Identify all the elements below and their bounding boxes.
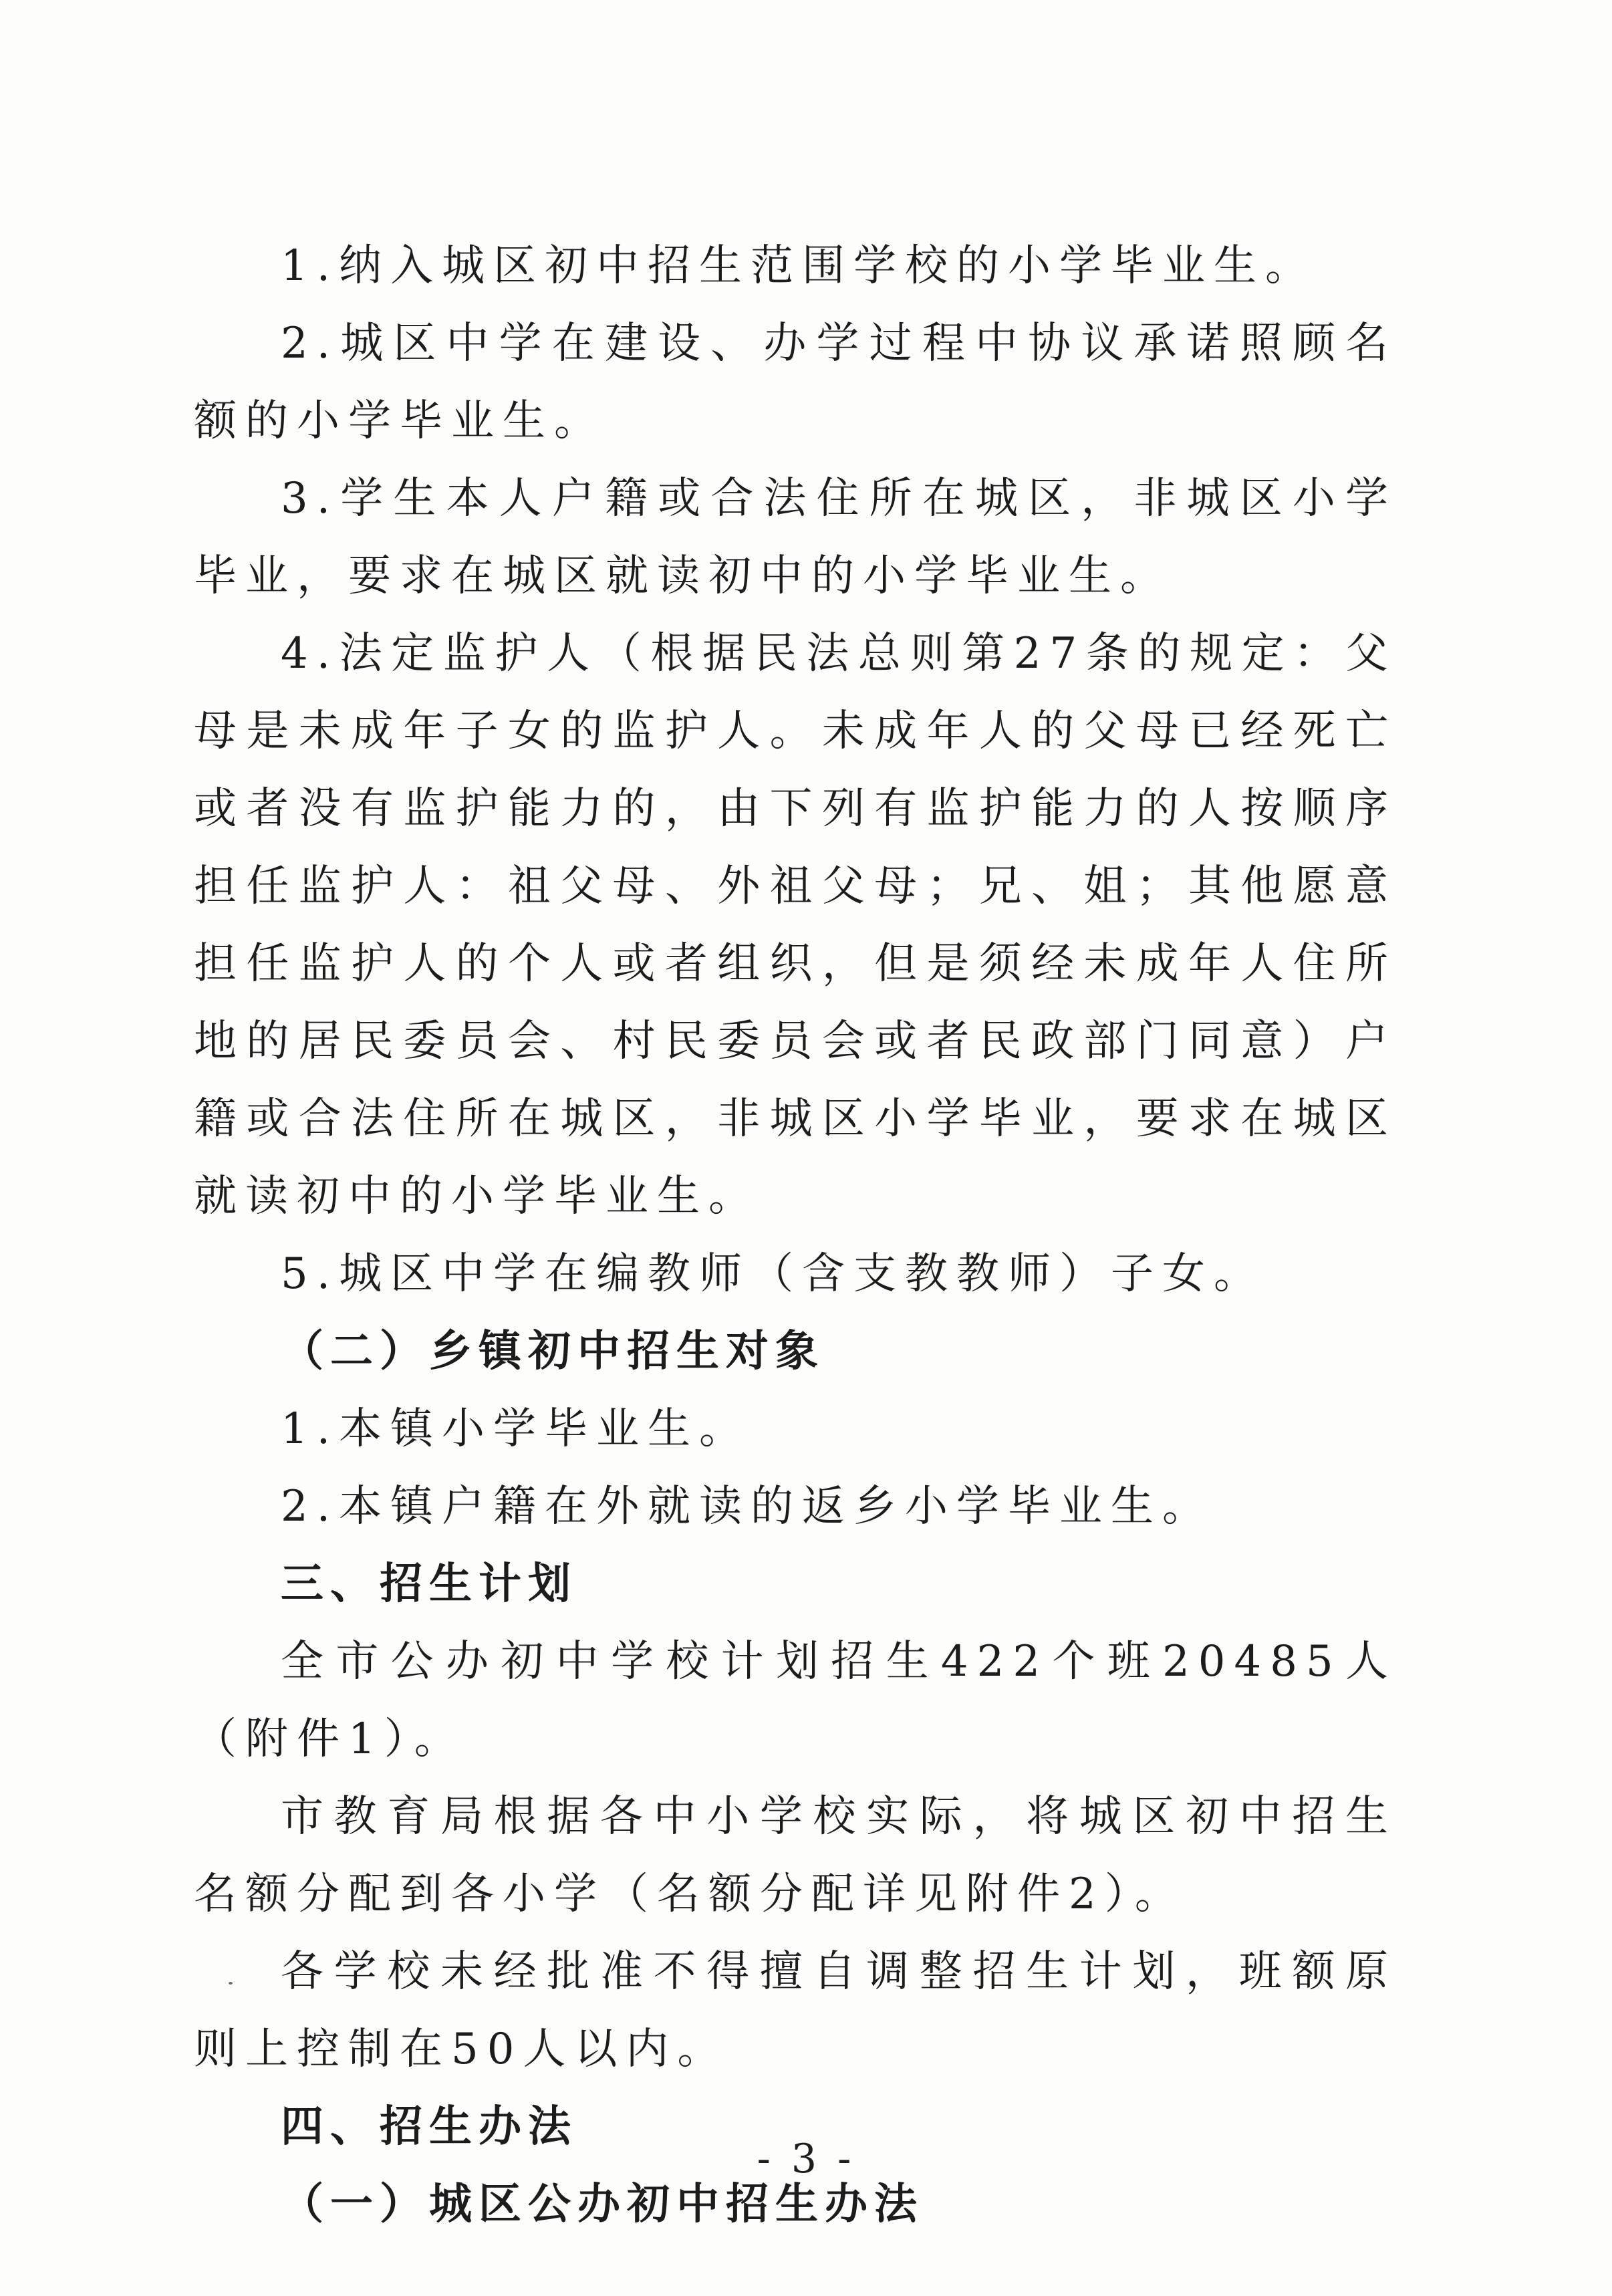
paragraph: 1.本镇小学毕业生。 [281,1404,751,1454]
paragraph: 各学校未经批准不得擅自调整招生计划，班额原则上控制在50人以内。 [194,1947,1397,2074]
page-number: - 3 - [757,2136,855,2182]
section-heading: （一）城区公办初中招生办法 [281,2180,924,2229]
document-body [194,227,1397,2243]
paragraph: 市教育局根据各中小学校实际，将城区初中招生名额分配到各小学（名额分配详见附件2）。 [194,1792,1397,1919]
scan-speck [229,1982,233,1985]
section-heading: （二）乡镇初中招生对象 [281,1327,825,1376]
paragraph: 5.城区中学在编教师（含支教教师）子女。 [281,1249,1266,1299]
paragraph: 3.学生本人户籍或合法住所在城区，非城区小学毕业，要求在城区就读初中的小学毕业生。 [194,474,1397,601]
paragraph: 2.城区中学在建设、办学过程中协议承诺照顾名额的小学毕业生。 [194,319,1397,446]
section-heading: 四、招生办法 [281,2102,577,2152]
paragraph: 全市公办初中学校计划招生422个班20485人（附件1）。 [194,1637,1397,1764]
paragraph: 4.法定监护人（根据民法总则第27条的规定：父母是未成年子女的监护人。未成年人的父母已经死亡或者没有监护能力的，由下列有监护能力的人按顺序担任监护人：祖父母、外祖父母；兄、姐；其他愿意担任监护人的个人或者组织，但是须经未成年人住所地的居民委员会、村民委员会或者民政部门同意）户籍或合法住所在城区，非城区小学毕业，要求在城区就读初中的小学毕业生。 [194,629,1397,1221]
paragraph: 1.纳入城区初中招生范围学校的小学毕业生。 [281,241,1317,291]
paragraph: 2.本镇户籍在外就读的返乡小学毕业生。 [281,1482,1214,1531]
section-heading: 三、招生计划 [281,1559,577,1609]
